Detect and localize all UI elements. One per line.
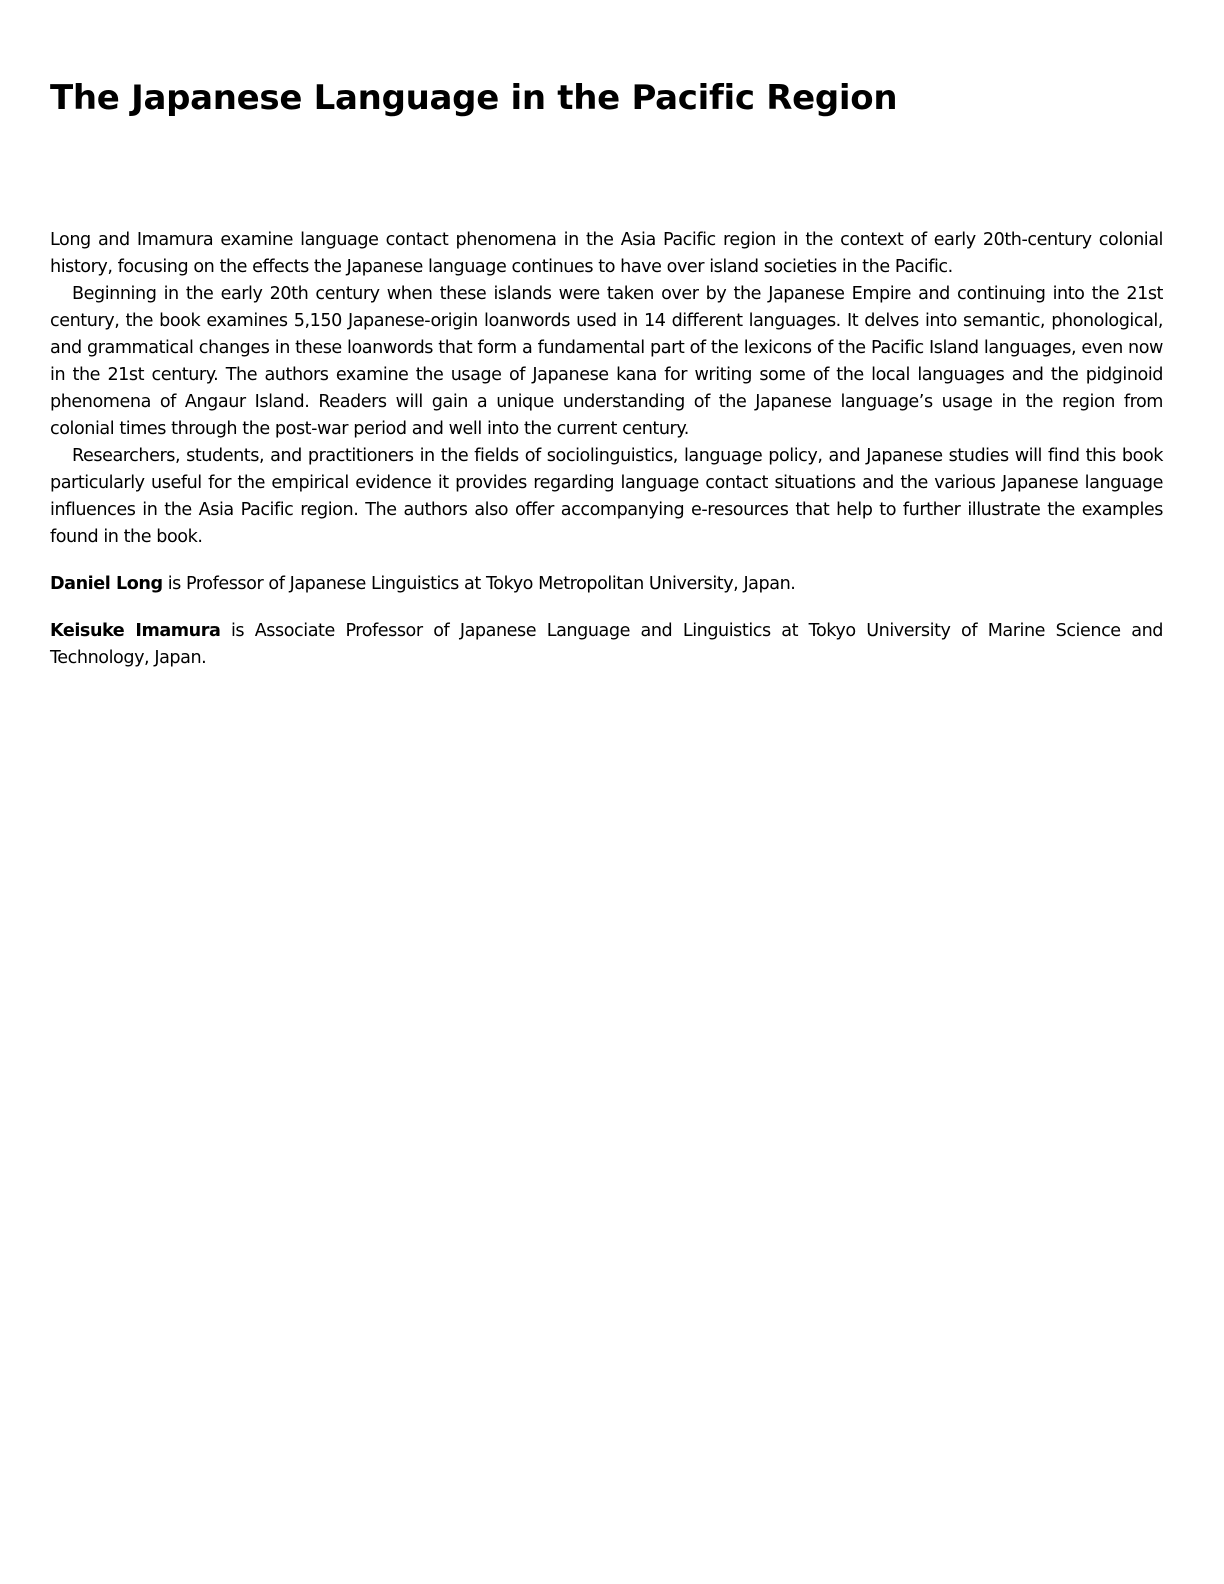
author-bio-keisuke-imamura: [50, 618, 1163, 672]
book-description: [50, 227, 1163, 672]
description-paragraph-3: Researchers, students, and practitioners in the fields of sociolinguistics, language policy, and Japanese studies will find this book particularly useful for the empirical evidence it provides regarding language contact situations and the various Japanese language influences in the Asia Pacific region. The authors also offer accompanying e-resources that help to further illustrate the examples found in the book.: [50, 446, 1163, 547]
author-name: Daniel Long: [50, 574, 163, 594]
description-paragraph-1: Long and Imamura examine language contact phenomena in the Asia Pacific region in the context of early 20th-century colonial history, focusing on the effects the Japanese language continues to have over island societies in the Pacific.: [50, 230, 1163, 277]
author-name: Keisuke Imamura: [50, 621, 221, 641]
author-bio-text: is Professor of Japanese Linguistics at Tokyo Metropolitan University, Japan.: [162, 574, 796, 594]
description-paragraph-2: Beginning in the early 20th century when these islands were taken over by the Japanese Empire and continuing into the 21st century, the book examines 5,150 Japanese-origin loanwords used in 14 different languages. It delves into semantic, phonological, and grammatical changes in these loanwords that form a fundamental part of the lexicons of the Pacific Island languages, even now in the 21st century. The authors examine the usage of Japanese kana for writing some of the local languages and the pidginoid phenomena of Angaur Island. Readers will gain a unique understanding of the Japanese language’s usage in the region from colonial times through the post-war period and well into the current century.: [50, 284, 1163, 439]
author-bio-text: is Associate Professor of Japanese Language and Linguistics at Tokyo University of Marine Science and Technology, Japan.: [50, 621, 1163, 668]
page-title: The Japanese Language in the Pacific Region: [50, 78, 898, 118]
author-bio-daniel-long: [50, 571, 1163, 598]
